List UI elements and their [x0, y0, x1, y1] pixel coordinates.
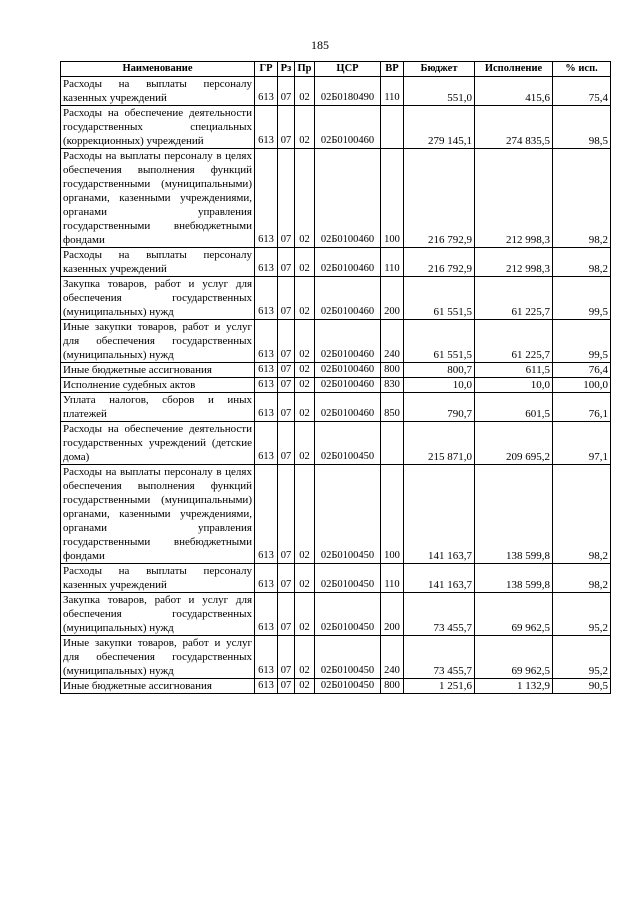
row-rz: 07: [278, 564, 295, 593]
header-pr: Пр: [295, 62, 315, 77]
row-vr: 100: [381, 149, 404, 248]
table-row: [61, 149, 611, 248]
row-percent: 98,2: [553, 149, 611, 248]
row-csr: 02Б0100460: [315, 248, 381, 277]
header-rz: Рз: [278, 62, 295, 77]
row-vr: [381, 106, 404, 149]
row-percent: 98,2: [553, 248, 611, 277]
row-rz: 07: [278, 320, 295, 363]
row-name: Исполнение судебных актов: [61, 378, 255, 393]
row-vr: 240: [381, 320, 404, 363]
row-execution: 138 599,8: [475, 564, 553, 593]
row-execution: 69 962,5: [475, 593, 553, 636]
row-percent: 90,5: [553, 679, 611, 694]
row-rz: 07: [278, 363, 295, 378]
row-gr: 613: [255, 393, 278, 422]
row-name: Иные закупки товаров, работ и услуг для обеспечения государственных (муниципальных) нужд: [61, 636, 255, 679]
row-pr: 02: [295, 320, 315, 363]
row-vr: 200: [381, 277, 404, 320]
row-budget: 10,0: [404, 378, 475, 393]
row-rz: 07: [278, 422, 295, 465]
row-execution: 61 225,7: [475, 277, 553, 320]
row-execution: 61 225,7: [475, 320, 553, 363]
row-gr: 613: [255, 564, 278, 593]
row-gr: 613: [255, 248, 278, 277]
row-execution: 1 132,9: [475, 679, 553, 694]
row-name: Расходы на выплаты персоналу казенных учреждений: [61, 564, 255, 593]
table-row: [61, 564, 611, 593]
row-gr: 613: [255, 277, 278, 320]
row-gr: 613: [255, 679, 278, 694]
row-pr: 02: [295, 564, 315, 593]
table-row: [61, 248, 611, 277]
row-name: Уплата налогов, сборов и иных платежей: [61, 393, 255, 422]
table-row: [61, 393, 611, 422]
header-vr: ВР: [381, 62, 404, 77]
row-execution: 415,6: [475, 77, 553, 106]
row-vr: 200: [381, 593, 404, 636]
row-rz: 07: [278, 378, 295, 393]
row-name: Закупка товаров, работ и услуг для обеспечения государственных (муниципальных) нужд: [61, 593, 255, 636]
row-gr: 613: [255, 77, 278, 106]
row-rz: 07: [278, 149, 295, 248]
row-csr: 02Б0100460: [315, 149, 381, 248]
row-csr: 02Б0100460: [315, 363, 381, 378]
row-budget: 790,7: [404, 393, 475, 422]
row-name: Расходы на выплаты персоналу казенных учреждений: [61, 77, 255, 106]
row-name: Расходы на выплаты персоналу в целях обеспечения выполнения функций государственными (муниципальными) органами, казенными учреждениями, органами управления государственными внебюджетными фондами: [61, 465, 255, 564]
row-budget: 1 251,6: [404, 679, 475, 694]
table-row: [61, 363, 611, 378]
row-percent: 98,2: [553, 465, 611, 564]
row-gr: 613: [255, 465, 278, 564]
row-budget: 73 455,7: [404, 593, 475, 636]
row-budget: 141 163,7: [404, 465, 475, 564]
table-row: [61, 320, 611, 363]
row-budget: 551,0: [404, 77, 475, 106]
header-execution: Исполнение: [475, 62, 553, 77]
header-budget: Бюджет: [404, 62, 475, 77]
row-name: Расходы на выплаты персоналу казенных учреждений: [61, 248, 255, 277]
row-pr: 02: [295, 77, 315, 106]
table-row: [61, 77, 611, 106]
row-csr: 02Б0100460: [315, 393, 381, 422]
row-rz: 07: [278, 277, 295, 320]
row-csr: 02Б0100460: [315, 320, 381, 363]
row-pr: 02: [295, 593, 315, 636]
row-rz: 07: [278, 393, 295, 422]
row-csr: 02Б0100450: [315, 564, 381, 593]
row-percent: 100,0: [553, 378, 611, 393]
row-vr: 100: [381, 465, 404, 564]
row-gr: 613: [255, 320, 278, 363]
row-vr: 800: [381, 363, 404, 378]
row-percent: 99,5: [553, 320, 611, 363]
row-pr: 02: [295, 363, 315, 378]
row-pr: 02: [295, 248, 315, 277]
row-rz: 07: [278, 106, 295, 149]
table-row: [61, 106, 611, 149]
row-pr: 02: [295, 636, 315, 679]
row-vr: 110: [381, 248, 404, 277]
table-row: [61, 422, 611, 465]
row-rz: 07: [278, 248, 295, 277]
row-rz: 07: [278, 465, 295, 564]
table-row: [61, 465, 611, 564]
row-budget: 279 145,1: [404, 106, 475, 149]
row-csr: 02Б0100460: [315, 106, 381, 149]
row-vr: 800: [381, 679, 404, 694]
row-execution: 601,5: [475, 393, 553, 422]
table-body: [61, 77, 611, 694]
row-percent: 97,1: [553, 422, 611, 465]
row-percent: 76,4: [553, 363, 611, 378]
header-name: Наименование: [61, 62, 255, 77]
row-budget: 73 455,7: [404, 636, 475, 679]
row-pr: 02: [295, 106, 315, 149]
row-pr: 02: [295, 465, 315, 564]
row-budget: 800,7: [404, 363, 475, 378]
row-pr: 02: [295, 422, 315, 465]
row-rz: 07: [278, 679, 295, 694]
page-number: 185: [311, 38, 329, 52]
row-csr: 02Б0100450: [315, 679, 381, 694]
row-budget: 216 792,9: [404, 149, 475, 248]
row-vr: 830: [381, 378, 404, 393]
row-vr: [381, 422, 404, 465]
row-gr: 613: [255, 363, 278, 378]
table-row: [61, 277, 611, 320]
row-name: Расходы на обеспечение деятельности государственных специальных (коррекционных) учреждений: [61, 106, 255, 149]
row-pr: 02: [295, 393, 315, 422]
row-execution: 209 695,2: [475, 422, 553, 465]
row-rz: 07: [278, 636, 295, 679]
row-rz: 07: [278, 77, 295, 106]
header-gr: ГР: [255, 62, 278, 77]
row-csr: 02Б0180490: [315, 77, 381, 106]
row-name: Закупка товаров, работ и услуг для обеспечения государственных (муниципальных) нужд: [61, 277, 255, 320]
row-budget: 61 551,5: [404, 320, 475, 363]
row-budget: 215 871,0: [404, 422, 475, 465]
header-percent: % исп.: [553, 62, 611, 77]
row-percent: 99,5: [553, 277, 611, 320]
row-percent: 76,1: [553, 393, 611, 422]
row-vr: 110: [381, 564, 404, 593]
row-execution: 274 835,5: [475, 106, 553, 149]
row-csr: 02Б0100450: [315, 593, 381, 636]
row-gr: 613: [255, 149, 278, 248]
row-vr: 240: [381, 636, 404, 679]
row-pr: 02: [295, 679, 315, 694]
row-execution: 10,0: [475, 378, 553, 393]
table-header-row: [61, 62, 611, 77]
row-name: Иные бюджетные ассигнования: [61, 679, 255, 694]
row-percent: 95,2: [553, 593, 611, 636]
row-execution: 212 998,3: [475, 149, 553, 248]
row-budget: 216 792,9: [404, 248, 475, 277]
row-percent: 95,2: [553, 636, 611, 679]
row-budget: 141 163,7: [404, 564, 475, 593]
row-execution: 611,5: [475, 363, 553, 378]
row-pr: 02: [295, 149, 315, 248]
budget-table: [60, 61, 611, 694]
row-csr: 02Б0100450: [315, 636, 381, 679]
row-name: Расходы на обеспечение деятельности государственных учреждений (детские дома): [61, 422, 255, 465]
row-rz: 07: [278, 593, 295, 636]
row-percent: 75,4: [553, 77, 611, 106]
row-name: Иные бюджетные ассигнования: [61, 363, 255, 378]
row-execution: 69 962,5: [475, 636, 553, 679]
row-name: Расходы на выплаты персоналу в целях обеспечения выполнения функций государственными (муниципальными) органами, казенными учреждениями, органами управления государственными внебюджетными фондами: [61, 149, 255, 248]
row-csr: 02Б0100450: [315, 422, 381, 465]
row-csr: 02Б0100450: [315, 465, 381, 564]
table-row: [61, 593, 611, 636]
row-csr: 02Б0100460: [315, 277, 381, 320]
table-row: [61, 378, 611, 393]
table-row: [61, 636, 611, 679]
row-csr: 02Б0100460: [315, 378, 381, 393]
row-gr: 613: [255, 378, 278, 393]
row-vr: 110: [381, 77, 404, 106]
row-execution: 138 599,8: [475, 465, 553, 564]
row-vr: 850: [381, 393, 404, 422]
header-csr: ЦСР: [315, 62, 381, 77]
row-gr: 613: [255, 422, 278, 465]
row-name: Иные закупки товаров, работ и услуг для обеспечения государственных (муниципальных) нужд: [61, 320, 255, 363]
row-percent: 98,5: [553, 106, 611, 149]
table-row: [61, 679, 611, 694]
row-pr: 02: [295, 378, 315, 393]
row-pr: 02: [295, 277, 315, 320]
row-percent: 98,2: [553, 564, 611, 593]
row-gr: 613: [255, 106, 278, 149]
row-execution: 212 998,3: [475, 248, 553, 277]
row-gr: 613: [255, 636, 278, 679]
row-budget: 61 551,5: [404, 277, 475, 320]
row-gr: 613: [255, 593, 278, 636]
